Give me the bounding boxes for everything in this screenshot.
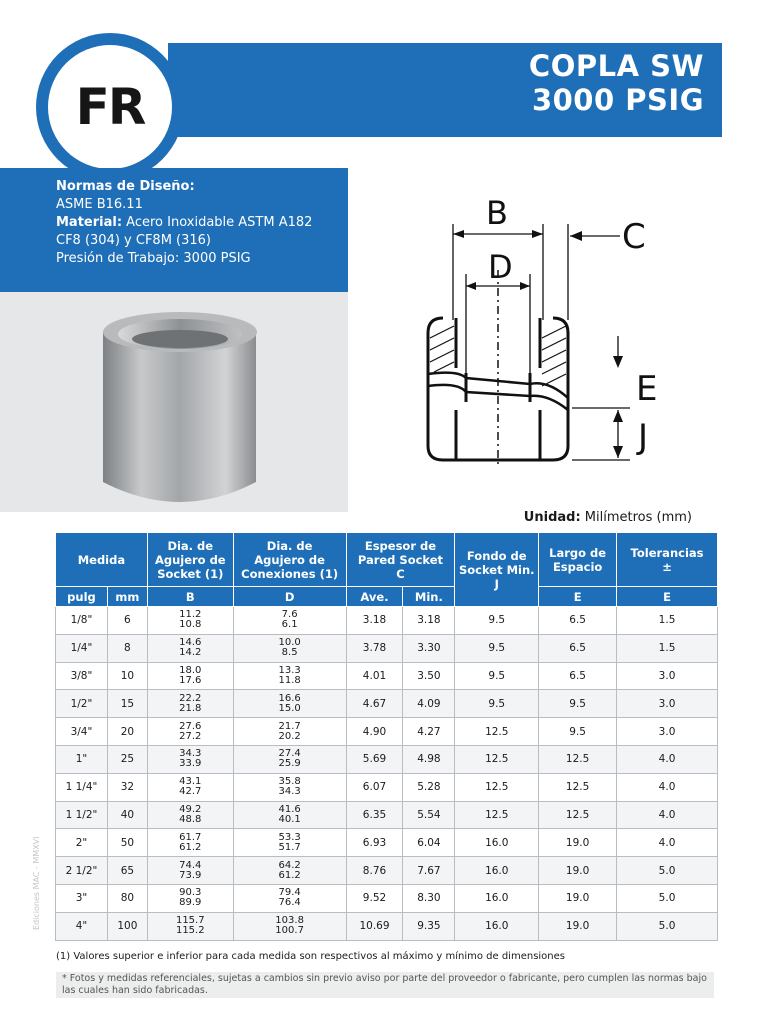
- logo-text: FR: [75, 78, 145, 136]
- cell-d: 13.3 11.8: [233, 662, 346, 690]
- cell-tol: 5.0: [617, 884, 718, 912]
- cell-ave: 10.69: [346, 912, 403, 940]
- cell-ave: 4.67: [346, 690, 403, 718]
- cell-j: 9.5: [455, 634, 539, 662]
- cell-min: 5.28: [403, 773, 455, 801]
- cell-j: 9.5: [455, 690, 539, 718]
- cell-min: 4.27: [403, 718, 455, 746]
- cell-min: 3.18: [403, 607, 455, 635]
- cell-j: 12.5: [455, 801, 539, 829]
- cell-d: 21.7 20.2: [233, 718, 346, 746]
- cell-min: 6.04: [403, 829, 455, 857]
- title-line-1: COPLA SW: [528, 49, 704, 83]
- cell-min: 7.67: [403, 857, 455, 885]
- cell-pulg: 1 1/4": [56, 773, 108, 801]
- cell-tol: 3.0: [617, 718, 718, 746]
- material-value: Acero Inoxidable ASTM A182: [122, 215, 313, 230]
- cell-pulg: 2 1/2": [56, 857, 108, 885]
- cell-tol: 4.0: [617, 773, 718, 801]
- cell-mm: 32: [107, 773, 147, 801]
- label-j: J: [638, 417, 649, 457]
- hatch-right: [542, 326, 566, 386]
- cell-d: 64.2 61.2: [233, 857, 346, 885]
- logo-inner: [48, 45, 172, 169]
- cell-tol: 1.5: [617, 607, 718, 635]
- hatch-left: [430, 326, 454, 372]
- specs-box: [0, 168, 348, 292]
- cell-mm: 8: [107, 634, 147, 662]
- subheader-mm: mm: [107, 587, 147, 607]
- cell-ave: 6.35: [346, 801, 403, 829]
- cell-tol: 5.0: [617, 857, 718, 885]
- normas-value: ASME B16.11: [56, 197, 143, 212]
- cell-b: 61.7 61.2: [147, 829, 233, 857]
- subheader-ave: Ave.: [346, 587, 403, 607]
- cell-tol: 3.0: [617, 662, 718, 690]
- cell-d: 41.6 40.1: [233, 801, 346, 829]
- cell-mm: 6: [107, 607, 147, 635]
- cell-b: 14.6 14.2: [147, 634, 233, 662]
- cell-mm: 10: [107, 662, 147, 690]
- cell-ave: 3.18: [346, 607, 403, 635]
- cell-pulg: 1": [56, 745, 108, 773]
- material-value-2: CF8 (304) y CF8M (316): [56, 233, 212, 248]
- brand-logo: [36, 33, 184, 181]
- cell-e: 19.0: [539, 912, 617, 940]
- table-row: [56, 829, 718, 857]
- title-line-2: 3000 PSIG: [531, 83, 704, 117]
- cell-pulg: 1/2": [56, 690, 108, 718]
- subheader-min: Min.: [403, 587, 455, 607]
- header-tolerancias: Tolerancias ±: [617, 533, 718, 587]
- cell-j: 12.5: [455, 773, 539, 801]
- table-row: [56, 773, 718, 801]
- cell-e: 6.5: [539, 634, 617, 662]
- cell-b: 49.2 48.8: [147, 801, 233, 829]
- coupling-image: [0, 292, 348, 512]
- cell-e: 19.0: [539, 829, 617, 857]
- cell-e: 6.5: [539, 607, 617, 635]
- cell-min: 8.30: [403, 884, 455, 912]
- cell-d: 10.0 8.5: [233, 634, 346, 662]
- subheader-e: E: [539, 587, 617, 607]
- disclaimer: * Fotos y medidas referenciales, sujetas a cambios sin previo aviso por parte del proveedor o fabricante, pero cumplen las normas bajo las cuales han sido fabricadas.: [56, 972, 714, 998]
- subheader-d: D: [233, 587, 346, 607]
- cell-e: 12.5: [539, 801, 617, 829]
- cell-mm: 15: [107, 690, 147, 718]
- cell-mm: 100: [107, 912, 147, 940]
- cell-j: 16.0: [455, 884, 539, 912]
- cell-e: 12.5: [539, 745, 617, 773]
- material-label: Material:: [56, 215, 123, 230]
- header-b: Dia. de Agujero de Socket (1): [147, 533, 233, 587]
- presion-value: Presión de Trabajo: 3000 PSIG: [56, 251, 251, 266]
- cell-pulg: 3": [56, 884, 108, 912]
- label-e: E: [636, 369, 658, 409]
- cell-j: 12.5: [455, 718, 539, 746]
- label-d: D: [488, 248, 513, 286]
- cell-b: 74.4 73.9: [147, 857, 233, 885]
- dimensions-table: [55, 532, 718, 941]
- cell-min: 4.98: [403, 745, 455, 773]
- cell-pulg: 1 1/2": [56, 801, 108, 829]
- subheader-e-tol: E: [617, 587, 718, 607]
- label-c: C: [622, 217, 646, 257]
- cell-d: 79.4 76.4: [233, 884, 346, 912]
- label-b: B: [486, 194, 508, 232]
- cell-ave: 5.69: [346, 745, 403, 773]
- cell-e: 12.5: [539, 773, 617, 801]
- cell-tol: 4.0: [617, 745, 718, 773]
- cell-min: 3.50: [403, 662, 455, 690]
- cell-d: 103.8 100.7: [233, 912, 346, 940]
- cell-mm: 25: [107, 745, 147, 773]
- cell-d: 53.3 51.7: [233, 829, 346, 857]
- cell-mm: 65: [107, 857, 147, 885]
- cell-pulg: 2": [56, 829, 108, 857]
- unit-line: [524, 510, 692, 525]
- cell-j: 9.5: [455, 662, 539, 690]
- table-row: [56, 634, 718, 662]
- table-row: [56, 690, 718, 718]
- cell-b: 22.2 21.8: [147, 690, 233, 718]
- cell-d: 16.6 15.0: [233, 690, 346, 718]
- cell-pulg: 3/8": [56, 662, 108, 690]
- cell-pulg: 4": [56, 912, 108, 940]
- cell-mm: 50: [107, 829, 147, 857]
- cell-ave: 4.01: [346, 662, 403, 690]
- table-row: [56, 662, 718, 690]
- cell-e: 19.0: [539, 884, 617, 912]
- product-photo: [0, 292, 348, 512]
- cell-b: 34.3 33.9: [147, 745, 233, 773]
- dimension-diagram: [398, 188, 698, 478]
- header-j: Fondo de Socket Min. J: [455, 533, 539, 607]
- cell-e: 9.5: [539, 690, 617, 718]
- table-body: [56, 607, 718, 941]
- cell-b: 18.0 17.6: [147, 662, 233, 690]
- edition-mark: Ediciones MAC - MMXVI: [32, 836, 41, 930]
- cell-min: 4.09: [403, 690, 455, 718]
- cell-j: 16.0: [455, 829, 539, 857]
- cell-min: 3.30: [403, 634, 455, 662]
- cell-b: 115.7 115.2: [147, 912, 233, 940]
- cell-pulg: 1/8": [56, 607, 108, 635]
- page-title: [529, 49, 704, 117]
- arrow-heads: [453, 230, 623, 458]
- footnote: (1) Valores superior e inferior para cada medida son respectivos al máximo y mínimo de dimensiones: [56, 951, 565, 962]
- cell-tol: 4.0: [617, 801, 718, 829]
- header-c: Espesor de Pared Socket C: [346, 533, 455, 587]
- cell-tol: 3.0: [617, 690, 718, 718]
- cell-pulg: 1/4": [56, 634, 108, 662]
- header-d: Dia. de Agujero de Conexiones (1): [233, 533, 346, 587]
- cell-mm: 80: [107, 884, 147, 912]
- cell-b: 11.2 10.8: [147, 607, 233, 635]
- cell-e: 9.5: [539, 718, 617, 746]
- cell-j: 9.5: [455, 607, 539, 635]
- cell-e: 19.0: [539, 857, 617, 885]
- table-row: [56, 745, 718, 773]
- normas-label: Normas de Diseño:: [56, 179, 195, 194]
- header-e: Largo de Espacio: [539, 533, 617, 587]
- cell-b: 27.6 27.2: [147, 718, 233, 746]
- subheader-pulg: pulg: [56, 587, 108, 607]
- cell-ave: 3.78: [346, 634, 403, 662]
- table-row: [56, 801, 718, 829]
- header-band: [168, 43, 722, 137]
- cell-ave: 4.90: [346, 718, 403, 746]
- table-row: [56, 884, 718, 912]
- cell-ave: 9.52: [346, 884, 403, 912]
- cell-ave: 6.93: [346, 829, 403, 857]
- subheader-b: B: [147, 587, 233, 607]
- header-medida: Medida: [56, 533, 148, 587]
- table-row: [56, 607, 718, 635]
- cell-tol: 4.0: [617, 829, 718, 857]
- cell-tol: 5.0: [617, 912, 718, 940]
- table-row: [56, 718, 718, 746]
- cell-min: 9.35: [403, 912, 455, 940]
- cell-mm: 20: [107, 718, 147, 746]
- cell-tol: 1.5: [617, 634, 718, 662]
- cell-d: 27.4 25.9: [233, 745, 346, 773]
- cell-j: 16.0: [455, 857, 539, 885]
- cell-min: 5.54: [403, 801, 455, 829]
- cell-ave: 8.76: [346, 857, 403, 885]
- cell-d: 35.8 34.3: [233, 773, 346, 801]
- cell-pulg: 3/4": [56, 718, 108, 746]
- unit-value: Milímetros (mm): [580, 510, 692, 525]
- cell-j: 12.5: [455, 745, 539, 773]
- table-row: [56, 857, 718, 885]
- unit-label: Unidad:: [523, 510, 581, 525]
- cell-d: 7.6 6.1: [233, 607, 346, 635]
- cell-b: 90.3 89.9: [147, 884, 233, 912]
- cell-ave: 6.07: [346, 773, 403, 801]
- table-row: [56, 912, 718, 940]
- cell-mm: 40: [107, 801, 147, 829]
- cell-e: 6.5: [539, 662, 617, 690]
- cell-b: 43.1 42.7: [147, 773, 233, 801]
- cell-j: 16.0: [455, 912, 539, 940]
